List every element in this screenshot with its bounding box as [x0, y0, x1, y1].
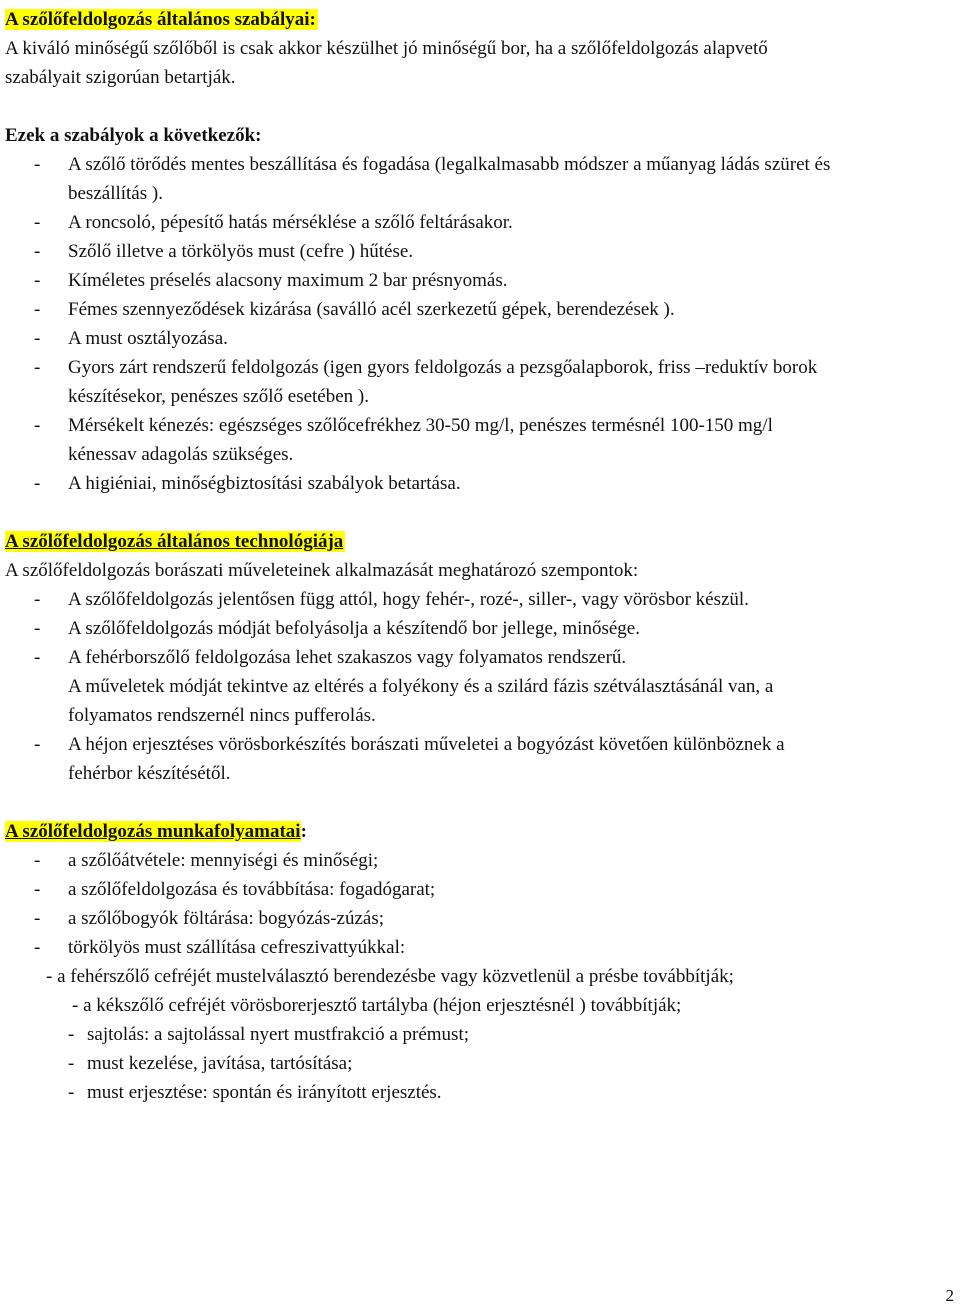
- list-item-text: A szőlőfeldolgozás módját befolyásolja a készítendő bor jellege, minősége.: [68, 618, 640, 639]
- list-item-text: A must osztályozása.: [68, 328, 228, 349]
- list-item-text: A higiéniai, minőségbiztosítási szabályok betartása.: [68, 473, 461, 494]
- list-item-continuation: kénessav adagolás szükséges.: [68, 444, 294, 465]
- heading-text: A szőlőfeldolgozás munkafolyamatai: [5, 821, 301, 842]
- list-item-continuation: folyamatos rendszernél nincs pufferolás.: [68, 705, 376, 726]
- list-item-text: a szőlőfeldolgozása és továbbítása: fogadógarat;: [68, 879, 436, 900]
- list-item-continuation: A műveletek módját tekintve az eltérés a folyékony és a szilárd fázis szétválasztásánál van, a: [68, 676, 774, 697]
- paragraph-line: A kiváló minőségű szőlőből is csak akkor készülhet jó minőségű bor, ha a szőlőfeldolgozás alapvető: [5, 38, 768, 59]
- list-item: - törkölyös must szállítása cefreszivattyúkkal:: [34, 937, 406, 958]
- sub-list-item: - a kékszőlő cefréjét vörösborerjesztő tartályba (héjon erjesztésnél ) továbbítják;: [72, 995, 682, 1016]
- list-item: - a szőlőátvétele: mennyiségi és minőségi;: [34, 850, 379, 871]
- list-item: - A szőlőfeldolgozás jelentősen függ attól, hogy fehér-, rozé-, siller-, vagy vörösbor készül.: [34, 589, 749, 610]
- heading-text: A szőlőfeldolgozás általános technológiája: [5, 531, 344, 552]
- list-item: - Kíméletes préselés alacsony maximum 2 bar présnyomás.: [34, 270, 508, 291]
- list-item: - A fehérborszőlő feldolgozása lehet szakaszos vagy folyamatos rendszerű.: [34, 647, 627, 668]
- list-item-text: Fémes szennyeződések kizárása (saválló acél szerkezetű gépek, berendezések ).: [68, 299, 675, 320]
- paragraph-line: A szőlőfeldolgozás borászati műveleteinek alkalmazását meghatározó szempontok:: [5, 560, 639, 581]
- page-number: 2: [945, 1286, 954, 1305]
- heading-text: A szőlőfeldolgozás általános szabályai:: [5, 9, 316, 30]
- section-heading-rules-list: Ezek a szabályok a következők:: [5, 125, 262, 146]
- list-item: - a szőlőfeldolgozása és továbbítása: fogadógarat;: [34, 879, 436, 900]
- list-item-text: a szőlőbogyók föltárása: bogyózás-zúzás;: [68, 908, 385, 929]
- list-item: - Mérsékelt kénezés: egészséges szőlőcefrékhez 30-50 mg/l, penészes termésnél 100-150 mg/l: [34, 415, 773, 436]
- list-item-text: Kíméletes préselés alacsony maximum 2 bar présnyomás.: [68, 270, 508, 291]
- list-item: - Fémes szennyeződések kizárása (saválló acél szerkezetű gépek, berendezések ).: [34, 299, 675, 320]
- sub-list-item: - sajtolás: a sajtolással nyert mustfrakció a prémust;: [68, 1024, 470, 1045]
- sub-list-item: - must erjesztése: spontán és irányított erjesztés.: [68, 1082, 442, 1103]
- list-item-continuation: beszállítás ).: [68, 183, 163, 204]
- heading-colon: :: [300, 821, 307, 842]
- section-heading-workflow: [5, 817, 307, 846]
- list-item: - Szőlő illetve a törkölyös must (cefre ) hűtése.: [34, 241, 414, 262]
- list-item: - a szőlőbogyók föltárása: bogyózás-zúzás;: [34, 908, 385, 929]
- list-item: - A szőlőfeldolgozás módját befolyásolja a készítendő bor jellege, minősége.: [34, 618, 640, 639]
- list-item-text: Gyors zárt rendszerű feldolgozás (igen gyors feldolgozás a pezsgőalapborok, friss –reduktív borok: [68, 357, 818, 378]
- list-item-text: A héjon erjesztéses vörösborkészítés borászati műveletei a bogyózást követően különböznek a: [68, 734, 785, 755]
- list-item-text: A szőlőfeldolgozás jelentősen függ attól, hogy fehér-, rozé-, siller-, vagy vörösbor készül.: [68, 589, 749, 610]
- sub-list-item: - a fehérszőlő cefréjét mustelválasztó berendezésbe vagy közvetlenül a présbe továbbítják;: [46, 966, 734, 987]
- list-item-continuation: készítésekor, penészes szőlő esetében ).: [68, 386, 370, 407]
- paragraph-line: szabályait szigorúan betartják.: [5, 67, 236, 88]
- section-heading-general-rules: [5, 5, 318, 34]
- list-item-text: must erjesztése: spontán és irányított erjesztés.: [87, 1082, 442, 1103]
- list-item: - A héjon erjesztéses vörösborkészítés borászati műveletei a bogyózást követően különböznek a: [34, 734, 785, 755]
- list-item: - Gyors zárt rendszerű feldolgozás (igen gyors feldolgozás a pezsgőalapborok, friss –reduktív borok: [34, 357, 818, 378]
- list-item-text: Mérsékelt kénezés: egészséges szőlőcefrékhez 30-50 mg/l, penészes termésnél 100-150 mg/l: [68, 415, 773, 436]
- list-item-text: sajtolás: a sajtolással nyert mustfrakció a prémust;: [87, 1024, 470, 1045]
- sub-list-item: - must kezelése, javítása, tartósítása;: [68, 1053, 353, 1074]
- list-item-continuation: fehérbor készítésétől.: [68, 763, 231, 784]
- section-heading-technology: [5, 527, 345, 556]
- list-item: - A roncsoló, pépesítő hatás mérséklése a szőlő feltárásakor.: [34, 212, 513, 233]
- list-item-text: törkölyös must szállítása cefreszivattyúkkal:: [68, 937, 406, 958]
- list-item-text: a szőlőátvétele: mennyiségi és minőségi;: [68, 850, 379, 871]
- list-item: - A szőlő törődés mentes beszállítása és fogadása (legalkalmasabb módszer a műanyag ládás szüret és: [34, 154, 831, 175]
- list-item-text: Szőlő illetve a törkölyös must (cefre ) hűtése.: [68, 241, 414, 262]
- list-item-text: A roncsoló, pépesítő hatás mérséklése a szőlő feltárásakor.: [68, 212, 513, 233]
- list-item: - A higiéniai, minőségbiztosítási szabályok betartása.: [34, 473, 461, 494]
- list-item-text: A fehérborszőlő feldolgozása lehet szakaszos vagy folyamatos rendszerű.: [68, 647, 627, 668]
- list-item-text: must kezelése, javítása, tartósítása;: [87, 1053, 353, 1074]
- list-item: - A must osztályozása.: [34, 328, 228, 349]
- list-item-text: A szőlő törődés mentes beszállítása és fogadása (legalkalmasabb módszer a műanyag ládás szüret és: [68, 154, 831, 175]
